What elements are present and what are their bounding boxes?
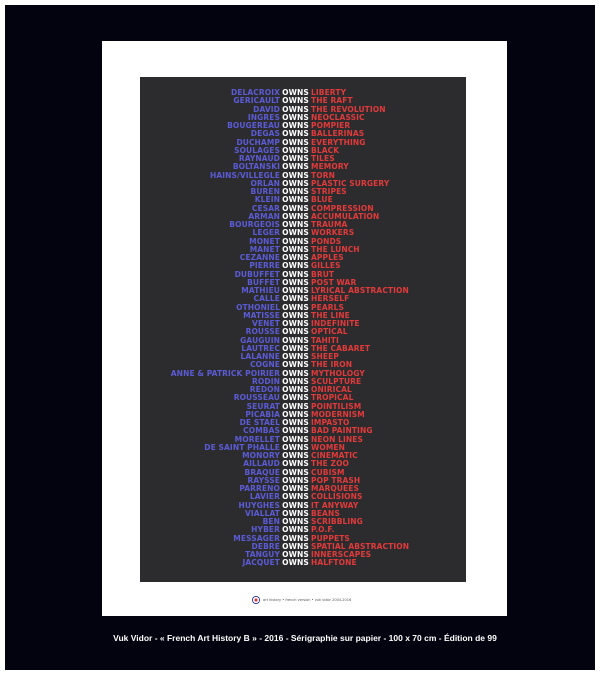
owned-concept: TAHITI bbox=[311, 335, 339, 345]
owns-word: OWNS bbox=[282, 269, 309, 279]
owns-word: OWNS bbox=[282, 360, 309, 370]
artist-name: VIALLAT bbox=[245, 508, 280, 518]
artist-name: PARRENO bbox=[239, 484, 280, 493]
owned-concept: BLACK bbox=[311, 145, 340, 155]
owns-word: OWNS bbox=[282, 253, 309, 262]
owns-word: OWNS bbox=[282, 558, 309, 568]
artist-name: BUREN bbox=[250, 187, 280, 196]
owned-concept: NEOCLASSIC bbox=[311, 112, 365, 122]
owns-word: OWNS bbox=[282, 88, 309, 97]
owns-word: OWNS bbox=[282, 500, 309, 510]
owned-concept: APPLES bbox=[311, 253, 344, 262]
owned-concept: INNERSCAPES bbox=[311, 550, 372, 559]
artist-name: LAUTREC bbox=[241, 343, 280, 353]
artist-name: OTHONIEL bbox=[236, 302, 280, 312]
owns-word: OWNS bbox=[282, 302, 309, 312]
owned-concept: ONIRICAL bbox=[311, 385, 352, 394]
print-panel bbox=[140, 77, 466, 582]
owns-word: OWNS bbox=[282, 533, 309, 543]
owned-concept: MYTHOLOGY bbox=[311, 368, 365, 378]
owned-concept: POMPIER bbox=[311, 121, 351, 130]
artist-name: MORELLET bbox=[234, 434, 280, 444]
owns-word: OWNS bbox=[282, 277, 309, 287]
owned-concept: PONDS bbox=[311, 236, 342, 246]
owned-concept: MODERNISM bbox=[311, 409, 365, 419]
owns-word: OWNS bbox=[282, 541, 309, 551]
owned-concept: THE CABARET bbox=[311, 343, 371, 353]
artist-name: BEN bbox=[262, 517, 280, 526]
list-item bbox=[140, 559, 466, 567]
owned-concept: MEMORY bbox=[311, 162, 349, 172]
owns-word: OWNS bbox=[282, 550, 309, 559]
artist-name: TANGUY bbox=[245, 550, 280, 559]
owned-concept: SCRIBBLING bbox=[311, 517, 363, 526]
owned-concept: PLASTIC SURGERY bbox=[311, 178, 390, 188]
owns-word: OWNS bbox=[282, 352, 309, 361]
artist-name: RODIN bbox=[252, 376, 280, 386]
artist-name: REDON bbox=[249, 385, 280, 394]
artist-name: LALANNE bbox=[240, 352, 280, 361]
owned-concept: SHEEP bbox=[311, 352, 339, 361]
owned-concept: COLLISIONS bbox=[311, 492, 363, 502]
artist-name: MONORY bbox=[242, 451, 280, 460]
owns-word: OWNS bbox=[282, 327, 309, 337]
owns-word: OWNS bbox=[282, 261, 309, 271]
artist-name: RAYSSE bbox=[247, 475, 280, 485]
artist-name: COGNE bbox=[250, 360, 280, 370]
artist-name: GAUGUIN bbox=[240, 335, 280, 345]
owned-concept: POINTILISM bbox=[311, 401, 362, 411]
owned-concept: IT ANYWAY bbox=[311, 500, 359, 510]
artist-name: HUYGHES bbox=[238, 500, 280, 510]
owned-concept: SCULPTURE bbox=[311, 376, 362, 386]
owned-concept: BEANS bbox=[311, 508, 340, 518]
artist-name: JACQUET bbox=[242, 558, 280, 568]
owns-word: OWNS bbox=[282, 294, 309, 304]
artist-name: SEURAT bbox=[246, 401, 280, 411]
artist-name: RAYNAUD bbox=[238, 154, 280, 163]
artist-name: DEGAS bbox=[250, 129, 280, 139]
owns-word: OWNS bbox=[282, 467, 309, 477]
owned-concept: ACCUMULATION bbox=[311, 211, 380, 221]
owned-concept: TILES bbox=[311, 154, 335, 163]
owns-word: OWNS bbox=[282, 508, 309, 518]
artist-name: MATISSE bbox=[243, 310, 280, 320]
owned-concept: THE RAFT bbox=[311, 96, 353, 106]
owned-concept: THE REVOLUTION bbox=[311, 104, 386, 114]
credit-line: art history • french version • vuk vidor 2004-2016 bbox=[263, 598, 352, 602]
artist-name: AILLAUD bbox=[243, 459, 280, 469]
owned-concept: CINEMATIC bbox=[311, 451, 358, 460]
artist-name: ROUSSE bbox=[245, 327, 280, 337]
artist-name: MATHIEU bbox=[241, 286, 280, 295]
artist-name: BOURGEOIS bbox=[229, 220, 280, 229]
artist-name: BUFFET bbox=[247, 277, 280, 287]
owns-word: OWNS bbox=[282, 442, 309, 452]
owns-word: OWNS bbox=[282, 121, 309, 130]
owns-word: OWNS bbox=[282, 484, 309, 493]
artist-name: VENET bbox=[252, 319, 280, 328]
artist-name: COMBAS bbox=[243, 426, 280, 436]
owns-word: OWNS bbox=[282, 162, 309, 172]
artist-name: BOUGEREAU bbox=[227, 121, 280, 130]
owned-concept: WOMEN bbox=[311, 442, 346, 452]
owns-word: OWNS bbox=[282, 203, 309, 213]
owned-concept: STRIPES bbox=[311, 187, 347, 196]
owned-concept: BAD PAINTING bbox=[311, 426, 373, 436]
owned-concept: P.O.F. bbox=[311, 525, 335, 535]
owned-concept: SPATIAL ABSTRACTION bbox=[311, 541, 410, 551]
owns-word: OWNS bbox=[282, 310, 309, 320]
artist-name: HAINS/VILLEGLE bbox=[209, 170, 280, 180]
artist-name: DUCHAMP bbox=[236, 137, 280, 147]
owns-word: OWNS bbox=[282, 459, 309, 469]
artist-name: PIERRE bbox=[249, 261, 280, 271]
artist-name: SOULAGES bbox=[234, 145, 280, 155]
print-footer bbox=[252, 596, 351, 604]
owned-concept: PEARLS bbox=[311, 302, 344, 312]
target-roundel-icon bbox=[252, 596, 260, 604]
artist-list bbox=[140, 89, 466, 568]
artist-name: ROUSSEAU bbox=[233, 393, 280, 403]
owned-concept: TRAUMA bbox=[311, 220, 348, 229]
owns-word: OWNS bbox=[282, 104, 309, 114]
owned-concept: MARQUEES bbox=[311, 484, 359, 493]
owns-word: OWNS bbox=[282, 451, 309, 460]
owned-concept: OPTICAL bbox=[311, 327, 348, 337]
artist-name: HYBER bbox=[251, 525, 280, 535]
artist-name: BOLTANSKI bbox=[232, 162, 280, 172]
owns-word: OWNS bbox=[282, 418, 309, 427]
owned-concept: HERSELF bbox=[311, 294, 350, 304]
owns-word: OWNS bbox=[282, 154, 309, 163]
owns-word: OWNS bbox=[282, 187, 309, 196]
artist-name: LEGER bbox=[252, 228, 280, 238]
owns-word: OWNS bbox=[282, 517, 309, 526]
owned-concept: EVERYTHING bbox=[311, 137, 366, 147]
owns-word: OWNS bbox=[282, 228, 309, 238]
owned-concept: BLUE bbox=[311, 195, 333, 205]
owned-concept: COMPRESSION bbox=[311, 203, 374, 213]
artist-name: ANNE & PATRICK POIRIER bbox=[170, 368, 280, 378]
owns-word: OWNS bbox=[282, 170, 309, 180]
owned-concept: POP TRASH bbox=[311, 475, 361, 485]
artist-name: GERICAULT bbox=[233, 96, 280, 106]
owns-word: OWNS bbox=[282, 286, 309, 295]
owned-concept: CUBISM bbox=[311, 467, 345, 477]
owns-word: OWNS bbox=[282, 112, 309, 122]
owned-concept: IMPASTO bbox=[311, 418, 350, 427]
artwork-frame bbox=[5, 5, 595, 670]
artist-name: ORLAN bbox=[250, 178, 280, 188]
owned-concept: THE ZOO bbox=[311, 459, 350, 469]
owned-concept: TORN bbox=[311, 170, 335, 180]
owns-word: OWNS bbox=[282, 244, 309, 254]
owns-word: OWNS bbox=[282, 401, 309, 411]
owned-concept: THE LINE bbox=[311, 310, 350, 320]
artist-name: CEZANNE bbox=[239, 253, 280, 262]
artist-name: BRAQUE bbox=[244, 467, 280, 477]
owned-concept: POST WAR bbox=[311, 277, 357, 287]
owned-concept: THE LUNCH bbox=[311, 244, 360, 254]
artwork-caption: Vuk Vidor - « French Art History B » - 2016 - Sérigraphie sur papier - 100 x 70 cm - Édition de 99 bbox=[113, 633, 497, 643]
owns-word: OWNS bbox=[282, 385, 309, 394]
artist-name: LAVIER bbox=[249, 492, 280, 502]
artist-name: PICABIA bbox=[245, 409, 280, 419]
owned-concept: BALLERINAS bbox=[311, 129, 365, 139]
paper-sheet bbox=[102, 41, 507, 616]
artist-name: MESSAGER bbox=[233, 533, 280, 543]
owns-word: OWNS bbox=[282, 319, 309, 328]
owns-word: OWNS bbox=[282, 426, 309, 436]
artist-name: DEBRE bbox=[251, 541, 280, 551]
artist-name: CALLE bbox=[253, 294, 280, 304]
owns-word: OWNS bbox=[282, 343, 309, 353]
owns-word: OWNS bbox=[282, 178, 309, 188]
owned-concept: LIBERTY bbox=[311, 88, 347, 97]
owned-concept: LYRICAL ABSTRACTION bbox=[311, 286, 409, 295]
owns-word: OWNS bbox=[282, 96, 309, 106]
artist-name: DELACROIX bbox=[230, 88, 280, 97]
owned-concept: BRUT bbox=[311, 269, 335, 279]
artist-name: DE STAEL bbox=[239, 418, 280, 427]
owns-word: OWNS bbox=[282, 434, 309, 444]
owned-concept: INDEFINITE bbox=[311, 319, 360, 328]
artist-name: DE SAINT PHALLE bbox=[204, 442, 280, 452]
owned-concept: TROPICAL bbox=[311, 393, 354, 403]
owns-word: OWNS bbox=[282, 393, 309, 403]
owns-word: OWNS bbox=[282, 220, 309, 229]
owned-concept: PUPPETS bbox=[311, 533, 350, 543]
owns-word: OWNS bbox=[282, 492, 309, 502]
owns-word: OWNS bbox=[282, 335, 309, 345]
artist-name: MONET bbox=[249, 236, 280, 246]
owned-concept: GILLES bbox=[311, 261, 341, 271]
owns-word: OWNS bbox=[282, 475, 309, 485]
artist-name: KLEIN bbox=[254, 195, 280, 205]
artist-name: MANET bbox=[249, 244, 280, 254]
owned-concept: NEON LINES bbox=[311, 434, 364, 444]
owned-concept: HALFTONE bbox=[311, 558, 357, 568]
owns-word: OWNS bbox=[282, 145, 309, 155]
owns-word: OWNS bbox=[282, 195, 309, 205]
artist-name: DUBUFFET bbox=[234, 269, 280, 279]
owns-word: OWNS bbox=[282, 525, 309, 535]
owns-word: OWNS bbox=[282, 129, 309, 139]
artist-name: CESAR bbox=[251, 203, 280, 213]
owned-concept: WORKERS bbox=[311, 228, 355, 238]
owns-word: OWNS bbox=[282, 211, 309, 221]
owned-concept: THE IRON bbox=[311, 360, 353, 370]
artist-name: ARMAN bbox=[248, 211, 280, 221]
artist-name: INGRES bbox=[247, 112, 280, 122]
owns-word: OWNS bbox=[282, 409, 309, 419]
artist-name: DAVID bbox=[253, 104, 280, 114]
owns-word: OWNS bbox=[282, 236, 309, 246]
owns-word: OWNS bbox=[282, 137, 309, 147]
owns-word: OWNS bbox=[282, 368, 309, 378]
owns-word: OWNS bbox=[282, 376, 309, 386]
